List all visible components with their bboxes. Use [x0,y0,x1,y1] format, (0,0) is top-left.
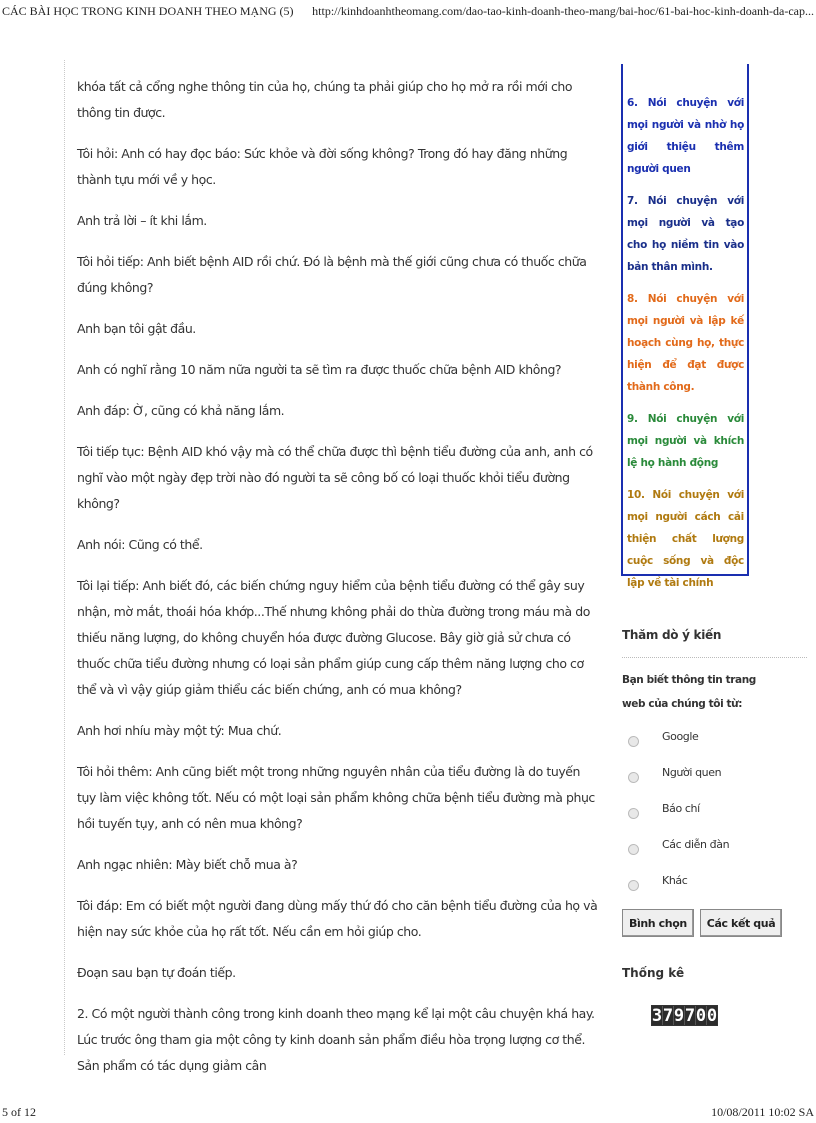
poll-option-khac[interactable] [628,874,729,910]
poll-option-google[interactable] [628,730,729,766]
counter-digit: 7 [684,1005,696,1026]
radio-button[interactable] [628,772,639,783]
article-paragraph: Anh đáp: Ờ, cũng có khả năng lắm. [77,403,285,418]
print-page-title: CÁC BÀI HỌC TRONG KINH DOANH THEO MẠNG (5) [2,4,294,18]
radio-button[interactable] [628,736,639,747]
poll-buttons [622,909,782,937]
article-paragraph: Đoạn sau bạn tự đoán tiếp. [77,965,236,980]
visitor-counter [651,1005,718,1026]
article-paragraph: Tôi tiếp tục: Bệnh AID khó vậy mà có thể chữa được thì bệnh tiểu đường của anh, anh có nghĩ vào một ngày đẹp trời nào đó người ta sẽ công bố có loại thuốc khỏi tiểu đường không? [77,444,593,511]
poll-title: Thăm dò ý kiến [622,628,722,642]
article-paragraph: Tôi hỏi tiếp: Anh biết bệnh AID rồi chứ. Đó là bệnh mà thế giới cũng chưa có thuốc chữa đúng không? [77,254,587,295]
radio-button[interactable] [628,844,639,855]
vote-button[interactable]: Bình chọn [622,909,694,937]
article-paragraph: khóa tất cả cổng nghe thông tin của họ, chúng ta phải giúp cho họ mở ra rồi mới cho thông tin được. [77,79,573,120]
article-paragraph: Anh hơi nhíu mày một tý: Mua chứ. [77,723,282,738]
article-paragraph: Tôi đáp: Em có biết một người đang dùng mấy thứ đó cho căn bệnh tiểu đường của họ và hiện nay sức khỏe của họ rất tốt. Nếu cần em hỏi giúp cho. [77,898,598,939]
print-header [0,4,816,20]
radio-button[interactable] [628,808,639,819]
main-content [64,60,598,1073]
poll-option-label: Google [662,730,699,743]
poll-divider [622,657,807,658]
article-paragraph: Anh nói: Cũng có thể. [77,537,203,552]
poll-option-bao-chi[interactable] [628,802,729,838]
article-paragraph: 2. Có một người thành công trong kinh doanh theo mạng kể lại một câu chuyện khá hay. Lúc trước ông tham gia một công ty kinh doanh sản phẩm điều hòa trọng lượng cơ thể. Sản phẩm có tác dụng giảm cân [77,1006,595,1073]
counter-digit: 9 [673,1005,685,1026]
stats-title: Thống kê [622,966,685,980]
sidebar-step-7: 7. Nói chuyện với mọi người và tạo cho họ niềm tin vào bản thân mình. [627,195,744,273]
poll-option-dien-dan[interactable] [628,838,729,874]
article-paragraph: Tôi hỏi: Anh có hay đọc báo: Sức khỏe và đời sống không? Trong đó hay đăng những thành tựu mới về y học. [77,146,568,187]
poll-option-label: Báo chí [662,802,700,815]
results-button[interactable]: Các kết quả [700,909,782,937]
poll-option-label: Người quen [662,766,722,779]
print-page-url: http://kinhdoanhtheomang.com/dao-tao-kinh-doanh-theo-mang/bai-hoc/61-bai-hoc-kinh-doanh-da-cap... [312,4,814,18]
article-paragraph: Anh trả lời – ít khi lắm. [77,213,207,228]
page-number: 5 of 12 [2,1105,36,1119]
article-paragraph: Anh có nghĩ rằng 10 năm nữa người ta sẽ tìm ra được thuốc chữa bệnh AID không? [77,362,562,377]
poll-options [628,730,729,910]
sidebar-step-10: 10. Nói chuyện với mọi người cách cải thiện chất lượng cuộc sống và độc lập về tài chính [627,489,744,589]
sidebar-steps-box [621,64,749,589]
poll-option-nguoi-quen[interactable] [628,766,729,802]
sidebar-step-6: 6. Nói chuyện với mọi người và nhờ họ giới thiệu thêm người quen [627,97,744,175]
article-paragraph: Tôi lại tiếp: Anh biết đó, các biến chứng nguy hiểm của bệnh tiểu đường có thể gây suy nhận, mờ mắt, thoái hóa khớp...Thế nhưng không phải do thừa đường trong máu mà do thiếu năng lượng, do không chuyển hóa được đường Glucose. Bây giờ giả sử chưa có thuốc chữa tiểu đường nhưng có loại sản phẩm giúp cung cấp thêm năng lượng cho cơ thể và vì vậy giúp giảm thiểu các biến chứng, anh có mua không? [77,578,590,697]
poll-question: Bạn biết thông tin trang web của chúng tôi từ: [622,674,756,710]
print-footer [0,1105,816,1121]
radio-button[interactable] [628,880,639,891]
sidebar-step-8: 8. Nói chuyện với mọi người và lập kế hoạch cùng họ, thực hiện để đạt được thành công. [627,293,744,393]
article-paragraph: Tôi hỏi thêm: Anh cũng biết một trong những nguyên nhân của tiểu đường là do tuyến tụy làm việc không tốt. Nếu có một loại sản phẩm không chữa bệnh tiểu đường mà phục hồi tuyến tụy, anh có nên mua không? [77,764,595,831]
article-paragraph: Anh ngạc nhiên: Mày biết chỗ mua à? [77,857,298,872]
counter-digit: 0 [695,1005,707,1026]
counter-digit: 3 [651,1005,663,1026]
print-datetime: 10/08/2011 10:02 SA [711,1105,814,1119]
counter-digit: 0 [706,1005,718,1026]
poll-option-label: Các diễn đàn [662,838,730,851]
article-paragraph: Anh bạn tôi gật đầu. [77,321,196,336]
sidebar-step-9: 9. Nói chuyện với mọi người và khích lệ họ hành động [627,413,744,469]
article-body [77,74,599,1094]
counter-digit: 7 [662,1005,674,1026]
poll-option-label: Khác [662,874,688,887]
